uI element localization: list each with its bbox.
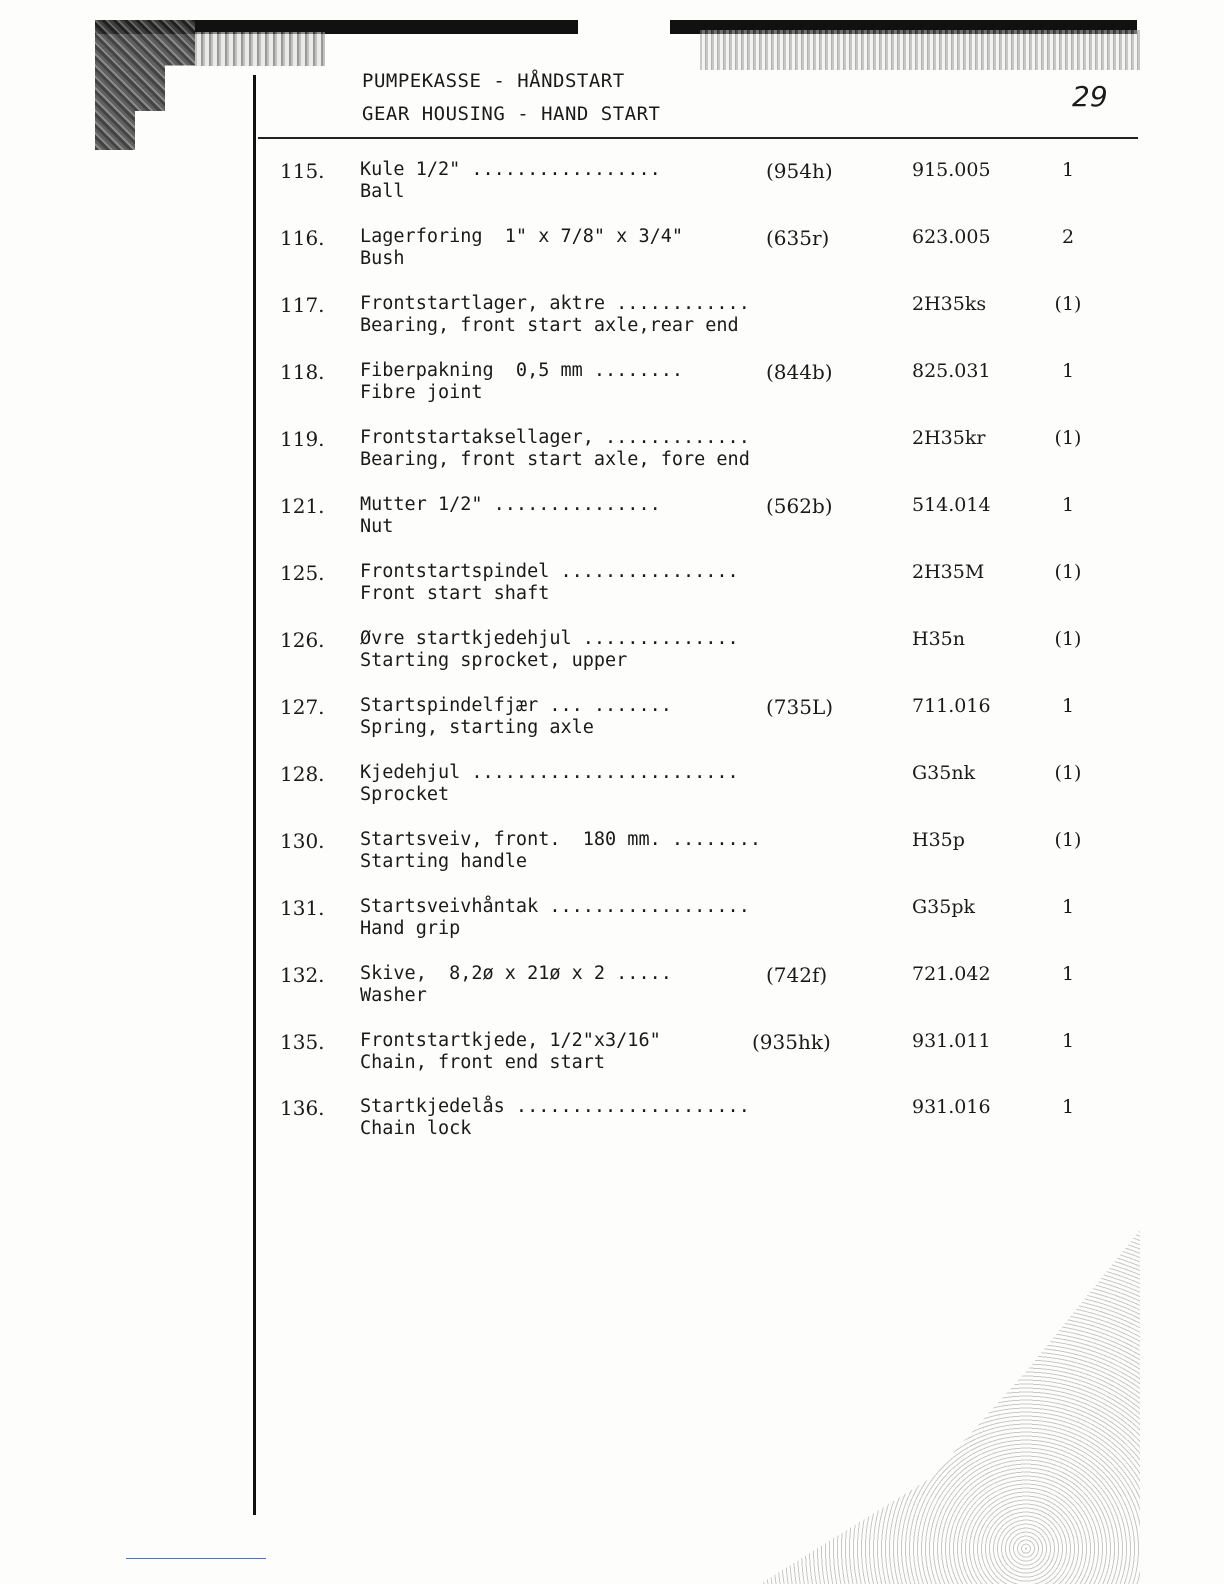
item-description-english: Starting handle [360,851,528,872]
item-description: Skive, 8,2ø x 21ø x 2 ..... [360,963,672,984]
item-part-number: 931.016 [912,1096,991,1118]
item-quantity: 2 [1061,226,1075,248]
item-reference: (742f) [766,963,828,987]
item-description-english: Fibre joint [360,382,483,403]
list-item [0,762,1224,822]
item-quantity: (1) [1054,293,1082,315]
item-quantity: (1) [1054,762,1082,784]
list-item [0,896,1224,956]
item-description-english: Starting sprocket, upper [360,650,628,671]
item-description: Lagerforing 1" x 7/8" x 3/4" [360,226,684,247]
item-quantity: 1 [1061,494,1075,516]
item-description: Mutter 1/2" ............... [360,494,661,515]
item-description-english: Washer [360,985,427,1006]
item-part-number: 514.014 [912,494,991,516]
item-quantity: (1) [1054,628,1082,650]
list-item [0,159,1224,219]
item-quantity: 1 [1061,896,1075,918]
item-part-number: 721.042 [912,963,991,985]
item-part-number: H35p [912,829,965,851]
header-rule [258,137,1138,139]
list-item [0,293,1224,353]
item-description-english: Sprocket [360,784,450,805]
item-description: Startspindelfjær ... ....... [360,695,672,716]
item-number: 115. [280,159,325,183]
scan-artifact-bottom-right [760,1230,1140,1584]
list-item [0,628,1224,688]
list-item [0,963,1224,1023]
item-description-english: Spring, starting axle [360,717,594,738]
item-description: Fiberpakning 0,5 mm ........ [360,360,684,381]
item-description-english: Bearing, front start axle,rear end [360,315,739,336]
item-part-number: 623.005 [912,226,991,248]
item-description-english: Front start shaft [360,583,550,604]
item-number: 127. [280,695,325,719]
item-number: 121. [280,494,325,518]
item-number: 126. [280,628,325,652]
scan-artifact-top-right [700,30,1140,70]
item-description-english: Ball [360,181,405,202]
list-item [0,829,1224,889]
item-quantity: 1 [1061,360,1075,382]
item-description-english: Bearing, front start axle, fore end [360,449,750,470]
item-description: Startkjedelås ..................... [360,1096,750,1117]
item-quantity: 1 [1061,695,1075,717]
item-number: 132. [280,963,325,987]
scan-top-bar-gap [578,20,670,34]
item-part-number: 825.031 [912,360,991,382]
item-part-number: G35pk [912,896,976,918]
item-part-number: 2H35ks [912,293,987,315]
item-reference: (954h) [766,159,833,183]
item-description: Kule 1/2" ................. [360,159,661,180]
item-part-number: 2H35kr [912,427,986,449]
item-quantity: (1) [1054,561,1082,583]
item-description: Øvre startkjedehjul .............. [360,628,739,649]
item-part-number: G35nk [912,762,976,784]
item-number: 116. [280,226,325,250]
item-number: 119. [280,427,325,451]
list-item [0,494,1224,554]
item-description-english: Chain lock [360,1118,472,1139]
item-reference: (844b) [766,360,833,384]
item-part-number: 915.005 [912,159,991,181]
list-item [0,360,1224,420]
item-quantity: 1 [1061,963,1075,985]
item-quantity: (1) [1054,427,1082,449]
list-item [0,1030,1224,1090]
item-number: 117. [280,293,325,317]
item-description: Frontstartaksellager, ............. [360,427,750,448]
item-reference: (735L) [766,695,834,719]
item-number: 131. [280,896,325,920]
item-reference: (635r) [766,226,830,250]
item-description-english: Bush [360,248,405,269]
bottom-mark [126,1558,266,1559]
item-description-english: Nut [360,516,394,537]
item-number: 118. [280,360,325,384]
item-number: 135. [280,1030,325,1054]
scan-artifact-top-left-strip [195,32,325,66]
list-item [0,1096,1224,1156]
item-description: Frontstartspindel ................ [360,561,739,582]
item-reference: (562b) [766,494,833,518]
item-description: Startsveivhåntak .................. [360,896,750,917]
item-quantity: 1 [1061,159,1075,181]
item-description: Startsveiv, front. 180 mm. ........ [360,829,761,850]
item-description-english: Hand grip [360,918,461,939]
item-number: 136. [280,1096,325,1120]
page-number: 29 [1072,80,1108,113]
page-title-english: GEAR HOUSING - HAND START [362,103,661,125]
list-item [0,226,1224,286]
scan-artifact-top-left [95,20,195,150]
item-number: 130. [280,829,325,853]
item-part-number: 931.011 [912,1030,991,1052]
item-quantity: 1 [1061,1030,1075,1052]
item-reference: (935hk) [752,1030,831,1054]
item-quantity: 1 [1061,1096,1075,1118]
item-number: 125. [280,561,325,585]
item-description: Frontstartkjede, 1/2"x3/16" [360,1030,661,1051]
page-title-norwegian: PUMPEKASSE - HÅNDSTART [362,70,625,92]
list-item [0,427,1224,487]
item-description-english: Chain, front end start [360,1052,606,1073]
item-number: 128. [280,762,325,786]
item-description: Frontstartlager, aktre ............ [360,293,750,314]
list-item [0,561,1224,621]
item-part-number: 2H35M [912,561,985,583]
item-part-number: H35n [912,628,965,650]
list-item [0,695,1224,755]
item-description: Kjedehjul ........................ [360,762,739,783]
item-part-number: 711.016 [912,695,991,717]
item-quantity: (1) [1054,829,1082,851]
